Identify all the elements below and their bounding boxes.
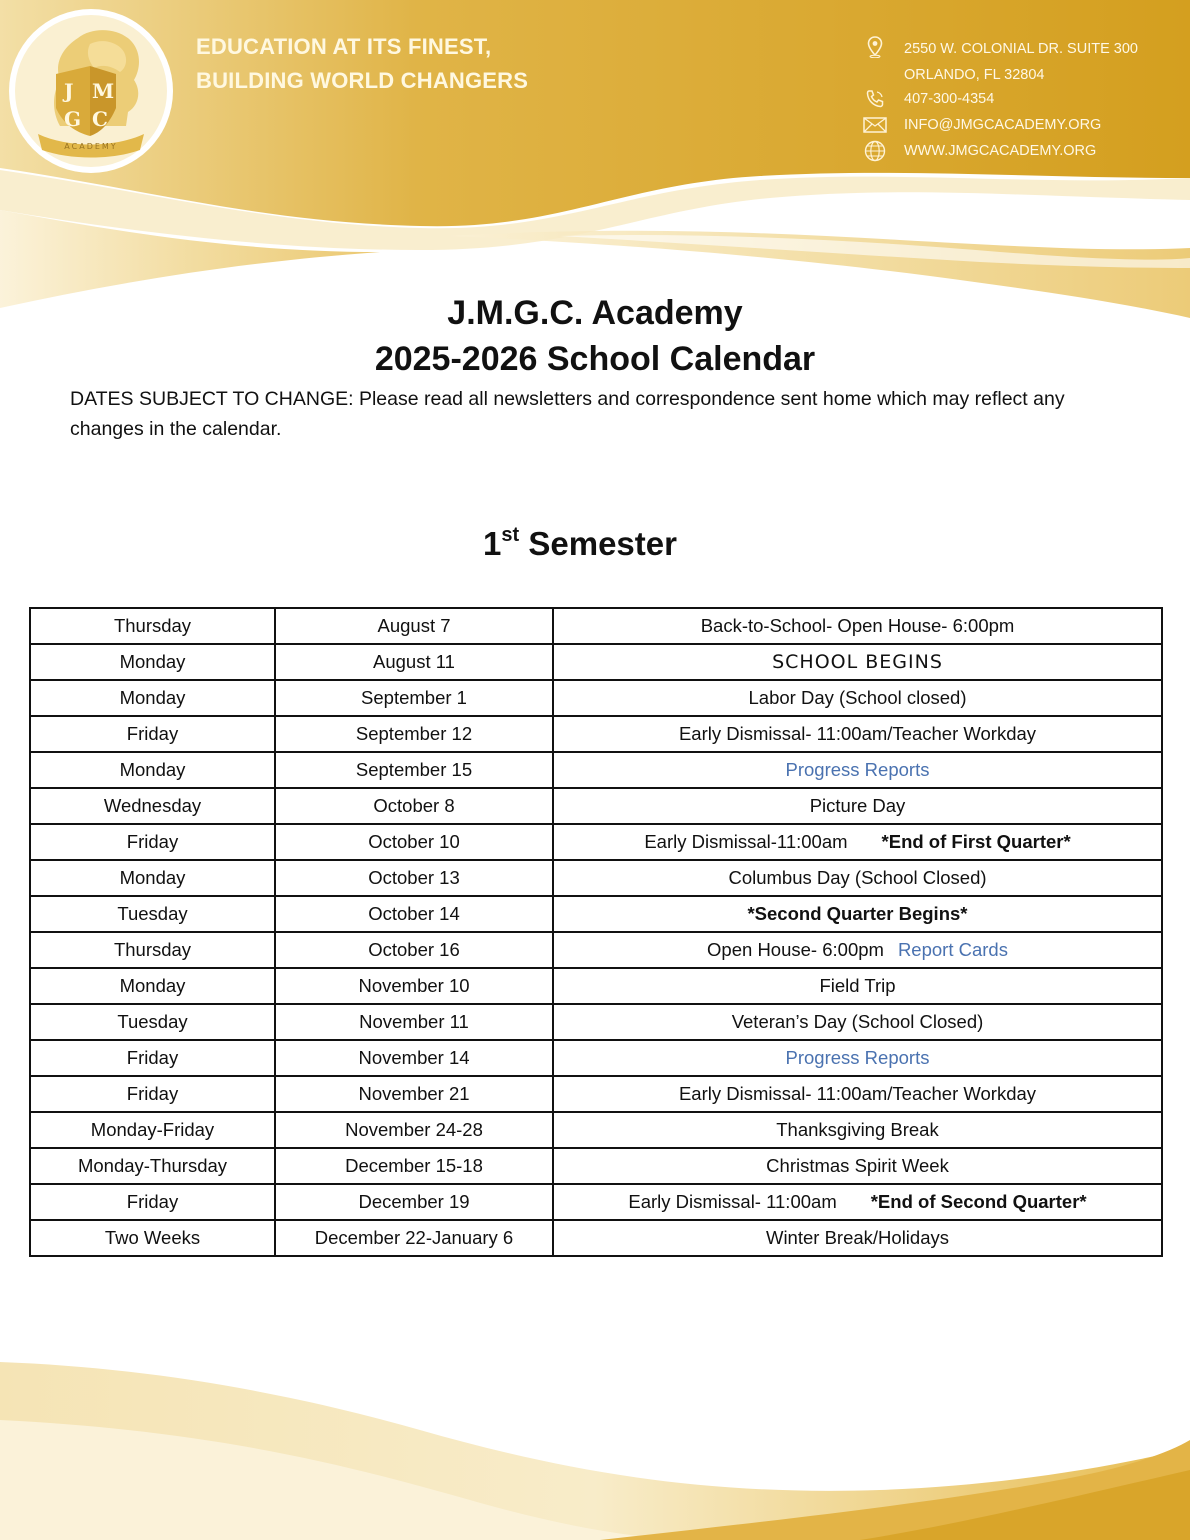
day-cell: Friday (30, 1040, 275, 1076)
event-cell-progress-reports: Progress Reports (553, 1040, 1162, 1076)
date-cell: September 15 (275, 752, 553, 788)
globe-icon (862, 140, 888, 162)
logo-letter: J (64, 79, 74, 103)
day-cell: Monday-Thursday (30, 1148, 275, 1184)
event-cell: Christmas Spirit Week (553, 1148, 1162, 1184)
day-cell: Monday (30, 644, 275, 680)
phone-icon (862, 88, 888, 110)
table-row (30, 824, 1162, 860)
slogan-line-1: EDUCATION AT ITS FINEST, (196, 34, 492, 59)
email-address[interactable]: INFO@JMGCACADEMY.ORG (904, 117, 1102, 133)
date-cell: November 21 (275, 1076, 553, 1112)
logo-letter: M (92, 79, 115, 103)
table-row (30, 932, 1162, 968)
semester-ordinal: 1 (483, 525, 502, 562)
table-row (30, 860, 1162, 896)
table-row (30, 680, 1162, 716)
day-cell: Thursday (30, 608, 275, 644)
table-row (30, 1220, 1162, 1256)
date-cell: November 24-28 (275, 1112, 553, 1148)
event-cell (553, 1184, 1162, 1220)
calendar-table (29, 607, 1163, 1257)
day-cell: Friday (30, 1184, 275, 1220)
date-cell: September 1 (275, 680, 553, 716)
table-row (30, 968, 1162, 1004)
envelope-icon (862, 114, 888, 136)
table-row (30, 752, 1162, 788)
date-cell: December 15-18 (275, 1148, 553, 1184)
table-row (30, 644, 1162, 680)
slogan (196, 30, 528, 98)
logo-letter: C (92, 107, 108, 131)
calendar-title: 2025-2026 School Calendar (374, 340, 816, 378)
table-row (30, 1184, 1162, 1220)
website-url[interactable]: WWW.JMGCACADEMY.ORG (904, 143, 1097, 159)
date-cell: November 14 (275, 1040, 553, 1076)
event-report-cards: Report Cards (897, 939, 1008, 960)
address-line-2: ORLANDO, FL 32804 (904, 67, 1045, 83)
table-row (30, 788, 1162, 824)
event-cell: Early Dismissal- 11:00am/Teacher Workday (553, 716, 1162, 752)
event-cell: Veteran’s Day (School Closed) (553, 1004, 1162, 1040)
table-row (30, 1004, 1162, 1040)
event-text: Open House- 6:00pm (707, 939, 884, 960)
date-cell: August 7 (275, 608, 553, 644)
date-cell: August 11 (275, 644, 553, 680)
event-cell: Columbus Day (School Closed) (553, 860, 1162, 896)
semester-heading (0, 524, 1160, 563)
event-cell: Picture Day (553, 788, 1162, 824)
logo-caption: ACADEMY (64, 142, 118, 151)
event-cell (553, 824, 1162, 860)
slogan-line-2: BUILDING WORLD CHANGERS (196, 68, 529, 93)
day-cell: Tuesday (30, 1004, 275, 1040)
day-cell: Monday (30, 752, 275, 788)
event-cell: Early Dismissal- 11:00am/Teacher Workday (553, 1076, 1162, 1112)
date-cell: October 16 (275, 932, 553, 968)
date-cell: October 13 (275, 860, 553, 896)
semester-label: Semester (528, 525, 677, 562)
table-row (30, 1148, 1162, 1184)
event-text: Early Dismissal- 11:00am (628, 1191, 837, 1212)
event-cell: Back-to-School- Open House- 6:00pm (553, 608, 1162, 644)
event-cell: *Second Quarter Begins* (553, 896, 1162, 932)
dates-notice: DATES SUBJECT TO CHANGE: Please read all newsletters and correspondence sent home which may reflect any changes in the calendar. (70, 388, 1065, 440)
day-cell: Monday (30, 680, 275, 716)
address-line-1: 2550 W. COLONIAL DR. SUITE 300 (904, 41, 1138, 57)
event-cell: Thanksgiving Break (553, 1112, 1162, 1148)
website-row (862, 140, 1138, 166)
day-cell: Monday (30, 860, 275, 896)
day-cell: Friday (30, 716, 275, 752)
event-cell (553, 932, 1162, 968)
date-cell: November 10 (275, 968, 553, 1004)
date-cell: October 8 (275, 788, 553, 824)
event-note: *End of First Quarter* (881, 831, 1071, 852)
day-cell: Wednesday (30, 788, 275, 824)
event-cell: SCHOOL BEGINS (553, 644, 1162, 680)
day-cell: Friday (30, 824, 275, 860)
phone-row (862, 88, 1138, 114)
table-row (30, 1112, 1162, 1148)
event-cell-progress-reports: Progress Reports (553, 752, 1162, 788)
event-cell: Winter Break/Holidays (553, 1220, 1162, 1256)
table-row (30, 716, 1162, 752)
school-name: J.M.G.C. Academy (447, 294, 743, 332)
table-row (30, 1040, 1162, 1076)
table-row (30, 1076, 1162, 1112)
event-cell: Field Trip (553, 968, 1162, 1004)
table-row (30, 608, 1162, 644)
logo-letter: G (64, 107, 82, 131)
location-pin-icon (862, 36, 888, 58)
date-cell: September 12 (275, 716, 553, 752)
day-cell: Thursday (30, 932, 275, 968)
email-row (862, 114, 1138, 140)
day-cell: Tuesday (30, 896, 275, 932)
day-cell: Friday (30, 1076, 275, 1112)
table-row (30, 896, 1162, 932)
date-cell: October 14 (275, 896, 553, 932)
semester-ordinal-suffix: st (501, 524, 520, 546)
day-cell: Monday (30, 968, 275, 1004)
date-cell: October 10 (275, 824, 553, 860)
day-cell: Two Weeks (30, 1220, 275, 1256)
phone-number[interactable]: 407-300-4354 (904, 91, 995, 107)
day-cell: Monday-Friday (30, 1112, 275, 1148)
date-cell: December 22-January 6 (275, 1220, 553, 1256)
date-cell: November 11 (275, 1004, 553, 1040)
contact-info (862, 36, 1138, 166)
event-cell: Labor Day (School closed) (553, 680, 1162, 716)
event-text: Early Dismissal-11:00am (644, 831, 848, 852)
date-cell: December 19 (275, 1184, 553, 1220)
address-row (862, 36, 1138, 88)
event-note: *End of Second Quarter* (870, 1191, 1087, 1212)
academy-logo (8, 8, 174, 174)
